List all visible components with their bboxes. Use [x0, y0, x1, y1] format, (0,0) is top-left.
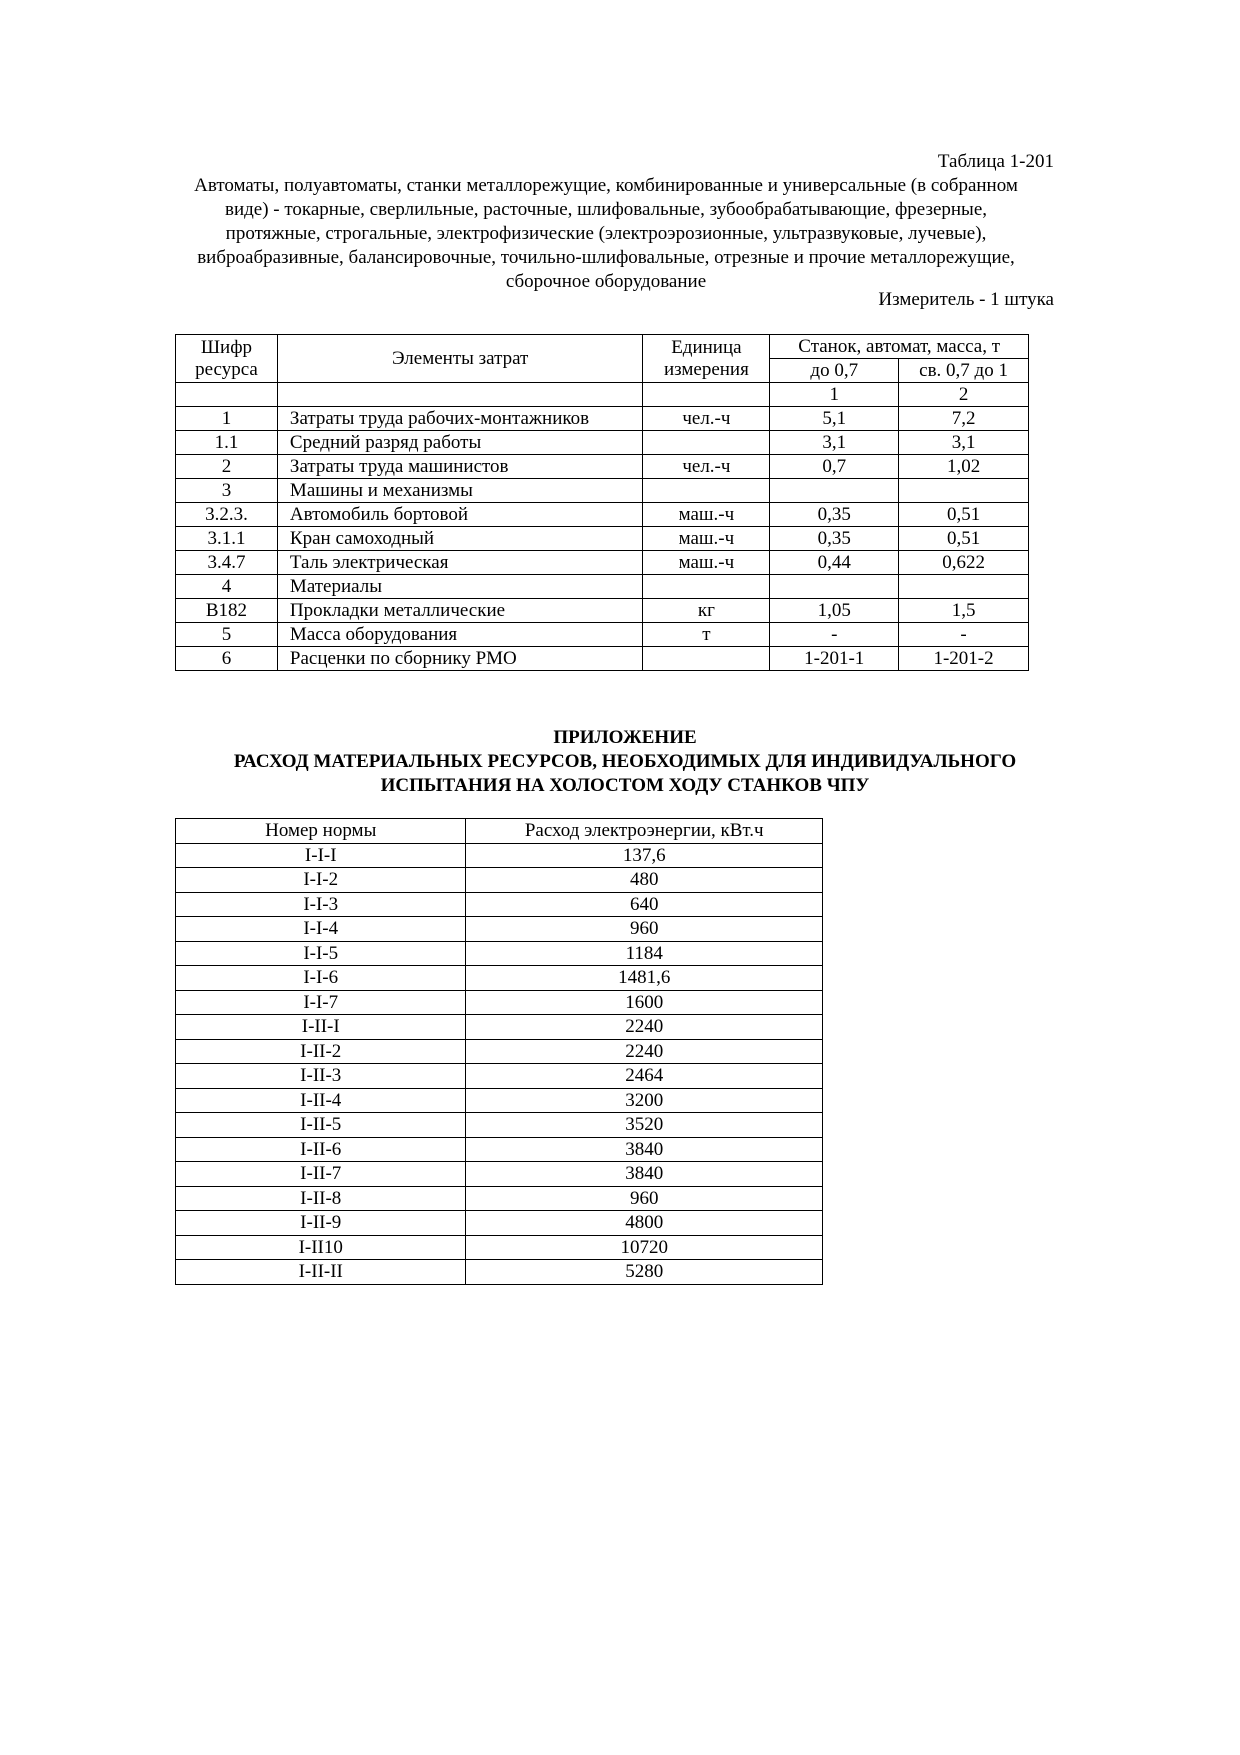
table-row — [176, 1113, 823, 1138]
table-row — [176, 1015, 823, 1040]
cell-value-1: 1,05 — [770, 599, 899, 623]
header-col2: св. 0,7 до 1 — [899, 359, 1029, 383]
appendix-label: ПРИЛОЖЕНИЕ — [553, 727, 697, 748]
cell-value-1: 1-201-1 — [770, 647, 899, 671]
cell-value-2: 1,5 — [899, 599, 1029, 623]
table-row — [176, 1186, 823, 1211]
table-row — [176, 1088, 823, 1113]
cell-norm: I-II-8 — [176, 1186, 466, 1211]
blank-cell — [176, 383, 278, 407]
header-norm: Номер нормы — [176, 819, 466, 844]
table-row — [176, 1260, 823, 1285]
cell-unit — [643, 479, 770, 503]
table-row — [176, 1235, 823, 1260]
cell-unit: маш.-ч — [643, 503, 770, 527]
cell-name: Машины и механизмы — [277, 479, 643, 503]
table-row — [176, 843, 823, 868]
cell-code: В182 — [176, 599, 278, 623]
table-number: Таблица 1-201 — [937, 151, 1054, 172]
cell-value-2: 0,51 — [899, 503, 1029, 527]
cell-energy: 4800 — [466, 1211, 823, 1236]
cell-energy: 3840 — [466, 1162, 823, 1187]
table-row — [176, 941, 823, 966]
table-row — [176, 892, 823, 917]
table-row — [176, 527, 1029, 551]
cell-name: Масса оборудования — [277, 623, 643, 647]
norms-number-row — [176, 383, 1029, 407]
measure-unit: Измеритель - 1 штука — [878, 289, 1054, 310]
cell-unit — [643, 647, 770, 671]
cell-energy: 137,6 — [466, 843, 823, 868]
cell-code: 1.1 — [176, 431, 278, 455]
cell-norm: I-I-3 — [176, 892, 466, 917]
cell-norm: I-II-6 — [176, 1137, 466, 1162]
cell-code: 5 — [176, 623, 278, 647]
cell-value-2: 0,51 — [899, 527, 1029, 551]
cell-energy: 960 — [466, 917, 823, 942]
cell-norm: I-I-I — [176, 843, 466, 868]
header-num2: 2 — [899, 383, 1029, 407]
cell-value-2: 7,2 — [899, 407, 1029, 431]
cell-value-1: 5,1 — [770, 407, 899, 431]
cell-code: 3.4.7 — [176, 551, 278, 575]
cell-name: Кран самоходный — [277, 527, 643, 551]
table-row — [176, 551, 1029, 575]
cell-unit: чел.-ч — [643, 407, 770, 431]
cell-value-1: 0,35 — [770, 527, 899, 551]
cell-value-1 — [770, 575, 899, 599]
cell-norm: I-I-6 — [176, 966, 466, 991]
table-row — [176, 431, 1029, 455]
cell-norm: I-II-9 — [176, 1211, 466, 1236]
table-row — [176, 575, 1029, 599]
cell-norm: I-I-4 — [176, 917, 466, 942]
cell-name: Затраты труда машинистов — [277, 455, 643, 479]
cell-energy: 1600 — [466, 990, 823, 1015]
cell-energy: 480 — [466, 868, 823, 893]
table-row — [176, 990, 823, 1015]
cell-value-1: 0,7 — [770, 455, 899, 479]
cell-norm: I-II-4 — [176, 1088, 466, 1113]
energy-header-row — [176, 819, 823, 844]
appendix-heading — [175, 726, 1075, 798]
appendix-title-line2: ИСПЫТАНИЯ НА ХОЛОСТОМ ХОДУ СТАНКОВ ЧПУ — [380, 775, 870, 796]
cell-norm: I-II10 — [176, 1235, 466, 1260]
table-row — [176, 1137, 823, 1162]
norms-table — [175, 334, 1029, 671]
table-row — [176, 599, 1029, 623]
header-code: Шифр ресурса — [176, 335, 278, 383]
cell-energy: 1481,6 — [466, 966, 823, 991]
cell-code: 3.2.3. — [176, 503, 278, 527]
table-row — [176, 1162, 823, 1187]
cell-value-2: 1,02 — [899, 455, 1029, 479]
cell-name: Затраты труда рабочих-монтажников — [277, 407, 643, 431]
cell-value-2 — [899, 479, 1029, 503]
cell-unit — [643, 431, 770, 455]
cell-name: Автомобиль бортовой — [277, 503, 643, 527]
cell-code: 4 — [176, 575, 278, 599]
cell-unit: чел.-ч — [643, 455, 770, 479]
table-row — [176, 455, 1029, 479]
cell-energy: 3200 — [466, 1088, 823, 1113]
header-num1: 1 — [770, 383, 899, 407]
table-row — [176, 917, 823, 942]
table-title: Автоматы, полуавтоматы, станки металлорежущие, комбинированные и универсальные (в собранном виде) - токарные, сверлильные, расточные, шлифовальные, зубообрабатывающие, фрезерные, протяжные, строгальные, электрофизические (электроэрозионные, ультразвуковые, лучевые), виброабразивные, балансировочные, точильно-шлифовальные, отрезные и прочие металлорежущие, сборочное оборудование — [194, 175, 1018, 292]
table-row — [176, 479, 1029, 503]
table-row — [176, 1211, 823, 1236]
table-row — [176, 1064, 823, 1089]
header-col1: до 0,7 — [770, 359, 899, 383]
header-elements: Элементы затрат — [277, 335, 643, 383]
cell-code: 2 — [176, 455, 278, 479]
cell-norm: I-II-I — [176, 1015, 466, 1040]
table-row — [176, 647, 1029, 671]
header-energy: Расход электроэнергии, кВт.ч — [466, 819, 823, 844]
appendix-title-line1: РАСХОД МАТЕРИАЛЬНЫХ РЕСУРСОВ, НЕОБХОДИМЫХ ДЛЯ ИНДИВИДУАЛЬНОГО — [233, 751, 1017, 772]
cell-code: 1 — [176, 407, 278, 431]
cell-norm: I-I-2 — [176, 868, 466, 893]
cell-value-2 — [899, 575, 1029, 599]
cell-value-1: 0,44 — [770, 551, 899, 575]
cell-code: 3.1.1 — [176, 527, 278, 551]
cell-value-2: 3,1 — [899, 431, 1029, 455]
cell-norm: I-II-5 — [176, 1113, 466, 1138]
cell-norm: I-II-2 — [176, 1039, 466, 1064]
cell-energy: 5280 — [466, 1260, 823, 1285]
cell-name: Прокладки металлические — [277, 599, 643, 623]
table-row — [176, 407, 1029, 431]
cell-name: Расценки по сборнику РМО — [277, 647, 643, 671]
cell-norm: I-I-5 — [176, 941, 466, 966]
cell-energy: 3840 — [466, 1137, 823, 1162]
blank-cell — [643, 383, 770, 407]
table-row — [176, 623, 1029, 647]
table-row — [176, 1039, 823, 1064]
cell-code: 6 — [176, 647, 278, 671]
cell-energy: 640 — [466, 892, 823, 917]
cell-norm: I-II-II — [176, 1260, 466, 1285]
cell-norm: I-I-7 — [176, 990, 466, 1015]
header-group: Станок, автомат, масса, т — [770, 335, 1029, 359]
cell-name: Таль электрическая — [277, 551, 643, 575]
table-row — [176, 503, 1029, 527]
cell-norm: I-II-7 — [176, 1162, 466, 1187]
table-row — [176, 966, 823, 991]
cell-energy: 2464 — [466, 1064, 823, 1089]
header-unit: Единица измерения — [643, 335, 770, 383]
cell-value-2: - — [899, 623, 1029, 647]
cell-energy: 2240 — [466, 1015, 823, 1040]
cell-unit: маш.-ч — [643, 527, 770, 551]
cell-value-2: 1-201-2 — [899, 647, 1029, 671]
cell-unit: кг — [643, 599, 770, 623]
cell-energy: 3520 — [466, 1113, 823, 1138]
cell-energy: 960 — [466, 1186, 823, 1211]
cell-value-1 — [770, 479, 899, 503]
norms-header-row — [176, 335, 1029, 359]
cell-energy: 10720 — [466, 1235, 823, 1260]
cell-energy: 1184 — [466, 941, 823, 966]
cell-value-2: 0,622 — [899, 551, 1029, 575]
cell-unit: т — [643, 623, 770, 647]
cell-unit — [643, 575, 770, 599]
table-row — [176, 868, 823, 893]
cell-norm: I-II-3 — [176, 1064, 466, 1089]
cell-value-1: - — [770, 623, 899, 647]
cell-value-1: 3,1 — [770, 431, 899, 455]
cell-name: Материалы — [277, 575, 643, 599]
cell-name: Средний разряд работы — [277, 431, 643, 455]
cell-energy: 2240 — [466, 1039, 823, 1064]
cell-code: 3 — [176, 479, 278, 503]
energy-table — [175, 818, 823, 1285]
cell-value-1: 0,35 — [770, 503, 899, 527]
cell-unit: маш.-ч — [643, 551, 770, 575]
blank-cell — [277, 383, 643, 407]
